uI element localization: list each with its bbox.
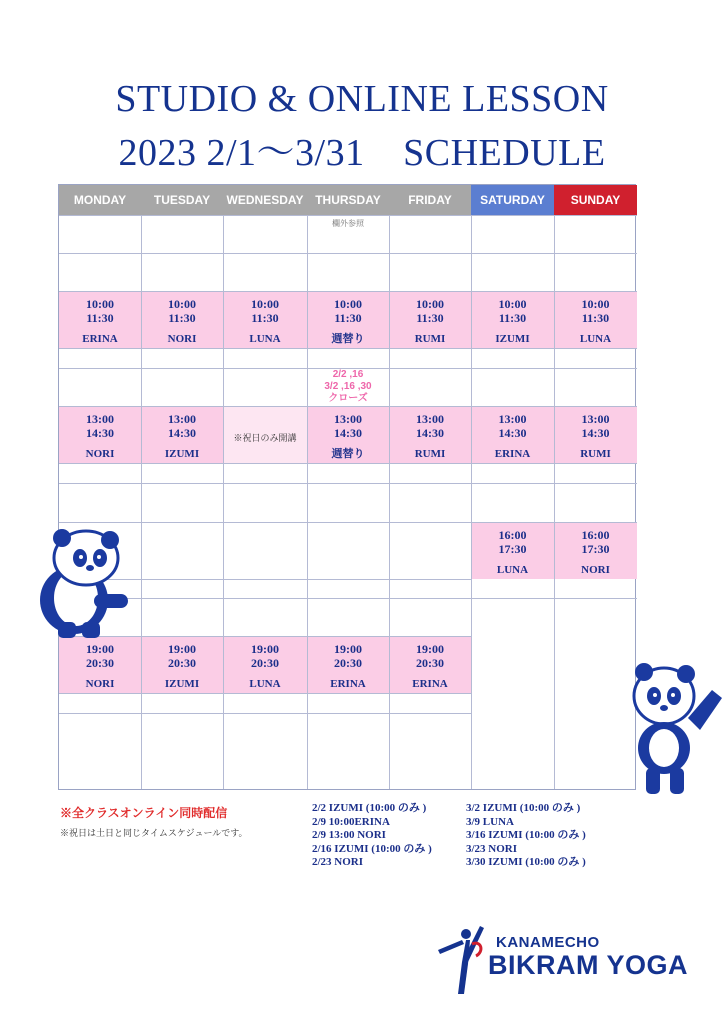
class-mon-1000: 10:00 11:30 ERINA — [82, 297, 118, 345]
class-thu-1900: 19:00 20:30 ERINA — [330, 642, 366, 690]
class-sun-1300: 13:00 14:30 RUMI — [580, 412, 611, 460]
class-sun-1000: 10:00 11:30 LUNA — [579, 297, 612, 345]
class-fri-1900: 19:00 20:30 ERINA — [412, 642, 448, 690]
class-sat-1000: 10:00 11:30 IZUMI — [495, 297, 530, 345]
class-wed-1000: 10:00 11:30 LUNA — [249, 297, 281, 345]
schedule-item: 3/2 IZUMI (10:00 のみ ) — [466, 802, 581, 814]
schedule-item: 2/23 NORI — [312, 856, 364, 868]
class-thu-1000: 10:00 11:30 週替り — [331, 297, 365, 345]
schedule-item: 2/2 IZUMI (10:00 のみ ) — [312, 802, 427, 814]
logo-text-bikram-yoga: BIKRAM YOGA — [488, 950, 689, 980]
day-header-tuesday: TUESDAY — [141, 185, 223, 215]
class-sat-1600: 16:00 17:30 LUNA — [496, 528, 529, 576]
schedule-item: 3/16 IZUMI (10:00 のみ ) — [466, 829, 586, 841]
day-header-monday: MONDAY — [59, 185, 141, 215]
class-sun-1600: 16:00 17:30 NORI — [581, 528, 610, 576]
class-sat-1300: 13:00 14:30 ERINA — [494, 412, 531, 460]
day-header-friday: FRIDAY — [389, 185, 471, 215]
yoga-pose-icon — [436, 926, 486, 996]
class-mon-1300: 13:00 14:30 NORI — [85, 412, 115, 460]
schedule-item: 2/9 10:00ERINA — [312, 815, 390, 828]
thursday-schedule-feb — [312, 802, 432, 870]
class-thu-1300: 13:00 14:30 週替り — [331, 412, 365, 460]
class-fri-1300: 13:00 14:30 RUMI — [414, 412, 446, 460]
wednesday-holiday-note: ※祝日のみ開講 — [233, 433, 297, 443]
day-header-saturday: SATURDAY — [471, 185, 554, 215]
day-header-thursday: THURSDAY — [307, 185, 389, 215]
thursday-note: 欄外参照 — [332, 219, 364, 228]
schedule-item: 3/23 NORI — [466, 842, 518, 855]
schedule-item: 2/16 IZUMI (10:00 のみ ) — [312, 842, 432, 855]
class-tue-1900: 19:00 20:30 IZUMI — [164, 642, 200, 690]
studio-logo — [436, 920, 696, 1000]
panda-left-illustration — [30, 528, 130, 640]
thursday-schedule-mar — [466, 802, 586, 870]
day-header-wednesday: WEDNESDAY — [223, 185, 307, 215]
holiday-note: ※祝日は土日と同じタイムスケジュールです。 — [60, 828, 248, 838]
online-note: ※全クラスオンライン同時配信 — [60, 806, 228, 820]
title-line-2: 2023 2/1～3/31 SCHEDULE — [118, 132, 606, 174]
class-wed-1900: 19:00 20:30 LUNA — [249, 642, 281, 690]
thursday-closed-note: 2/2 ,16 3/2 ,16 ,30 クローズ — [324, 369, 372, 404]
day-header-sunday: SUNDAY — [554, 185, 637, 215]
schedule-item: 3/30 IZUMI (10:00 のみ ) — [466, 856, 586, 868]
class-mon-1900: 19:00 20:30 NORI — [85, 642, 115, 690]
class-tue-1300: 13:00 14:30 IZUMI — [164, 412, 200, 460]
schedule-grid — [58, 184, 636, 790]
class-fri-1000: 10:00 11:30 RUMI — [414, 297, 446, 345]
title-line-1: STUDIO & ONLINE LESSON — [115, 78, 609, 120]
schedule-item: 3/9 LUNA — [466, 815, 514, 828]
logo-text-kanamecho: KANAMECHO — [496, 934, 600, 951]
schedule-item: 2/9 13:00 NORI — [312, 829, 386, 841]
panda-right-illustration — [630, 660, 724, 796]
class-tue-1000: 10:00 11:30 NORI — [167, 297, 197, 345]
